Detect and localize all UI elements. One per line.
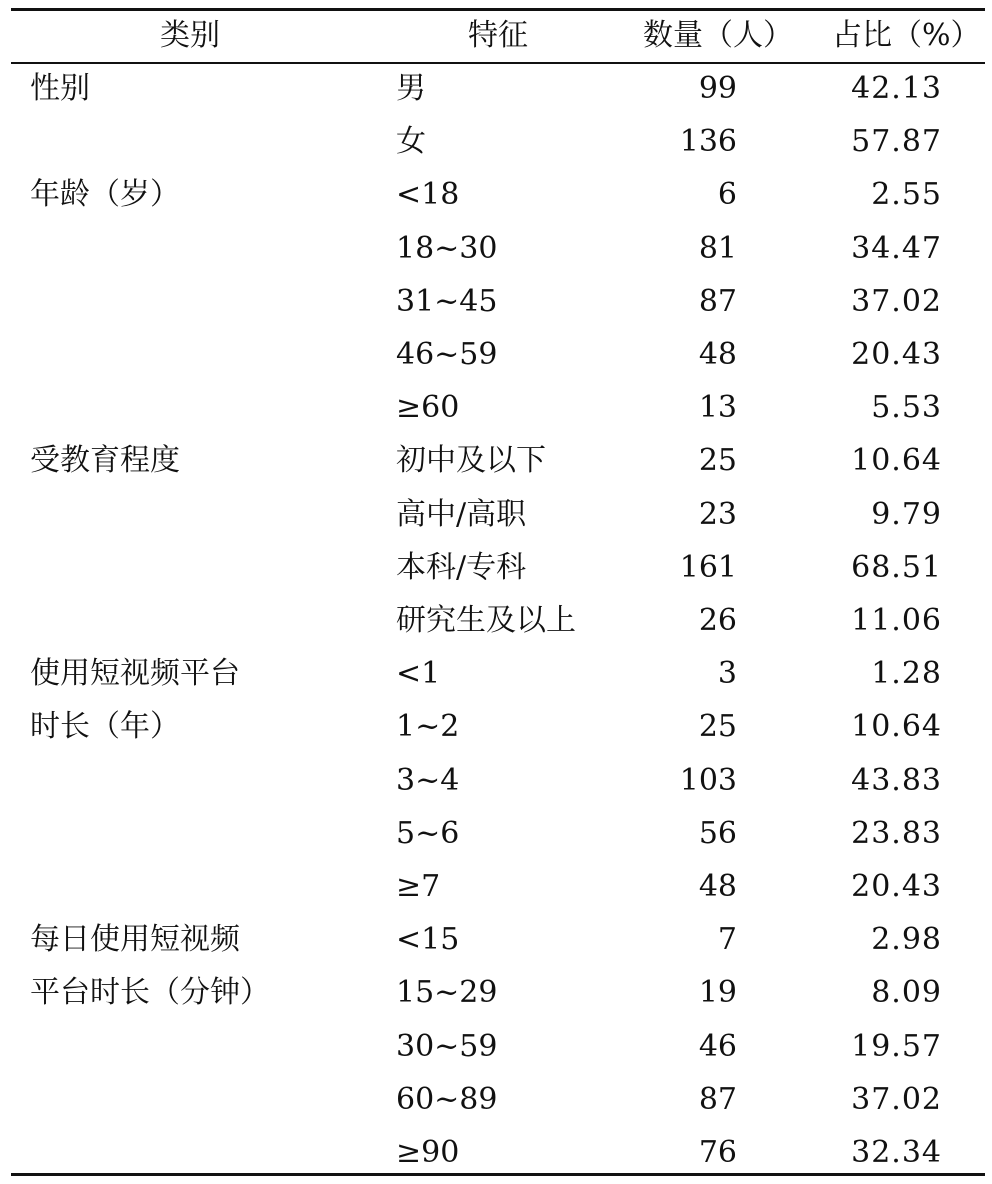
row-feature: 研究生及以上: [396, 603, 576, 638]
row-ratio: 32.34: [851, 1135, 942, 1170]
row-feature: <18: [396, 177, 460, 213]
row-category: 使用短视频平台: [30, 656, 240, 692]
row-feature: 男: [396, 71, 426, 106]
row-count: 161: [679, 549, 737, 585]
row-category: [30, 277, 380, 327]
row-feature: 46~59: [396, 337, 498, 372]
row-count: 103: [679, 762, 737, 798]
row-category: [30, 330, 380, 380]
row-ratio: 5.53: [871, 390, 942, 426]
row-count: 13: [698, 390, 737, 426]
row-feature: 1~2: [396, 709, 460, 745]
row-category: 受教育程度: [30, 443, 180, 479]
row-feature: 5~6: [396, 815, 460, 851]
row-feature: 女: [396, 124, 426, 160]
row-feature: 31~45: [396, 283, 498, 319]
row-count: 81: [698, 230, 737, 266]
row-count: 99: [698, 71, 737, 106]
header-category: 类别: [160, 18, 220, 53]
row-count: 19: [698, 975, 737, 1011]
row-feature: 30~59: [396, 1028, 498, 1064]
table-top-rule: [11, 8, 985, 11]
row-count: 136: [679, 124, 737, 160]
row-ratio: 37.02: [851, 283, 942, 319]
row-feature: 18~30: [396, 230, 498, 266]
row-category: [30, 756, 380, 806]
row-count: 87: [698, 1081, 737, 1117]
row-ratio: 57.87: [851, 124, 942, 160]
row-count: 7: [717, 922, 737, 958]
row-category: [30, 117, 380, 167]
row-ratio: 2.55: [871, 177, 942, 213]
row-category: [30, 383, 380, 433]
row-feature: ≥60: [396, 390, 460, 426]
row-category: 年龄（岁）: [30, 177, 180, 213]
row-count: 48: [698, 337, 737, 372]
row-ratio: 19.57: [851, 1028, 942, 1064]
row-category: [30, 862, 380, 912]
row-count: 76: [698, 1135, 737, 1170]
row-ratio: 20.43: [851, 337, 942, 372]
row-ratio: 34.47: [851, 230, 942, 266]
row-category: [30, 596, 380, 646]
row-ratio: 10.64: [851, 443, 942, 479]
row-feature: 60~89: [396, 1081, 498, 1117]
header-feature: 特征: [468, 18, 528, 53]
row-feature: 初中及以下: [396, 443, 546, 479]
row-category: 每日使用短视频: [30, 922, 240, 958]
row-count: 23: [698, 496, 737, 532]
row-count: 48: [698, 869, 737, 904]
row-count: 56: [698, 815, 737, 851]
row-feature: 3~4: [396, 762, 460, 798]
row-ratio: 11.06: [851, 603, 942, 638]
row-category: 平台时长（分钟）: [30, 975, 270, 1011]
row-feature: ≥7: [396, 869, 441, 904]
row-category: [30, 543, 380, 593]
row-ratio: 43.83: [851, 762, 942, 798]
row-count: 46: [698, 1028, 737, 1064]
row-feature: 15~29: [396, 975, 498, 1011]
row-category: [30, 809, 380, 859]
row-feature: ≥90: [396, 1135, 460, 1170]
row-feature: 高中/高职: [396, 496, 527, 532]
row-category: 性别: [30, 71, 90, 106]
row-category: [30, 1128, 380, 1178]
row-ratio: 9.79: [871, 496, 942, 532]
row-ratio: 8.09: [871, 975, 942, 1011]
row-ratio: 37.02: [851, 1081, 942, 1117]
row-count: 87: [698, 283, 737, 319]
row-ratio: 42.13: [851, 71, 942, 106]
row-count: 3: [717, 656, 737, 692]
row-category: [30, 224, 380, 274]
row-ratio: 10.64: [851, 709, 942, 745]
row-count: 6: [717, 177, 737, 213]
row-feature: <1: [396, 656, 441, 692]
header-count: 数量（人）: [643, 18, 793, 53]
row-category: [30, 490, 380, 540]
row-ratio: 1.28: [871, 656, 942, 692]
row-count: 26: [698, 603, 737, 638]
table-bottom-rule: [11, 1173, 985, 1176]
row-category: 时长（年）: [30, 709, 180, 745]
header-ratio: 占比（%）: [832, 18, 981, 53]
row-count: 25: [698, 709, 737, 745]
row-ratio: 23.83: [851, 815, 942, 851]
row-ratio: 20.43: [851, 869, 942, 904]
row-feature: 本科/专科: [396, 549, 527, 585]
row-category: [30, 1022, 380, 1072]
row-feature: <15: [396, 922, 460, 958]
row-category: [30, 1075, 380, 1125]
row-count: 25: [698, 443, 737, 479]
row-ratio: 68.51: [851, 549, 942, 585]
row-ratio: 2.98: [871, 922, 942, 958]
